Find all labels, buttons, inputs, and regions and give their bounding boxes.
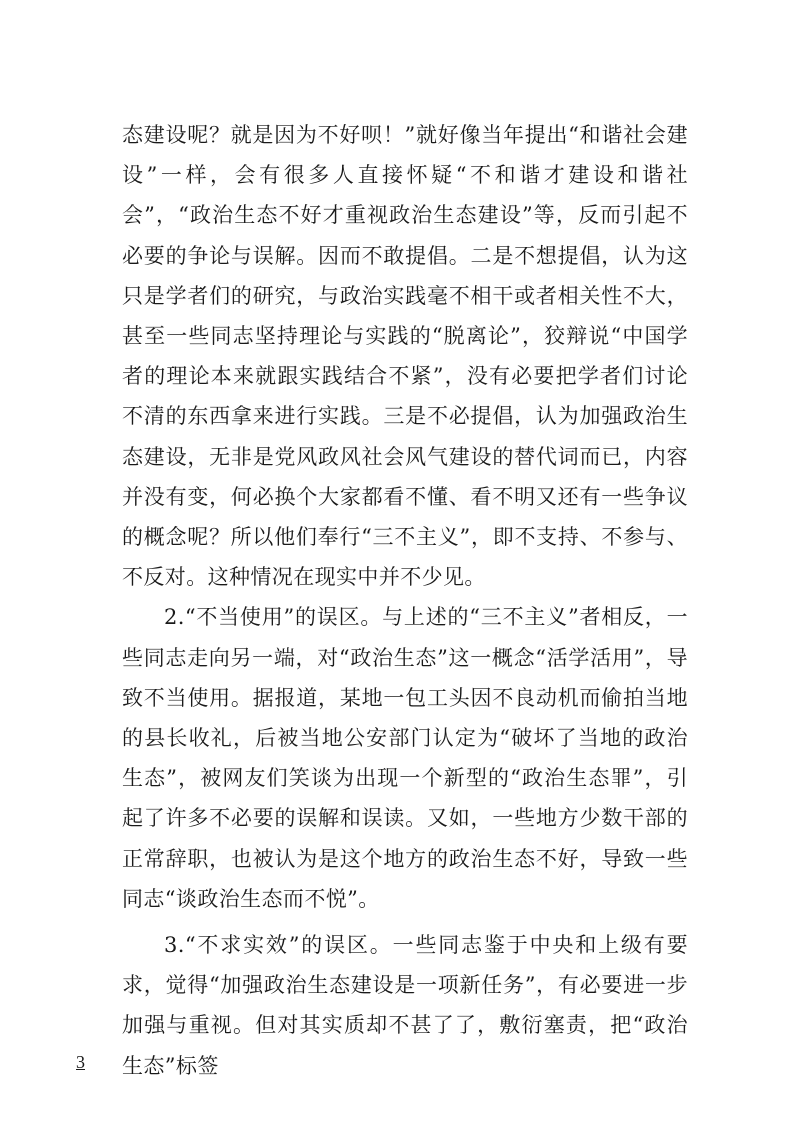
paragraph-continuation: 态建设呢？就是因为不好呗！”就好像当年提出“和谐社会建设”一样，会有很多人直接怀疑“不和谐才建设和谐社会”，“政治生态不好才重视政治生态建设”等，反而引起不必要的争论与误解。因而不敢提倡。二是不想提倡，认为这只是学者们的研究，与政治实践毫不相干或者相关性不大，甚至一些同志坚持理论与实践的“脱离论”，狡辩说“中国学者的理论本来就跟实践结合不紧”，没有必要把学者们讨论不清的东西拿来进行实践。三是不必提倡，认为加强政治生态建设，无非是党风政风社会风气建设的替代词而已，内容并没有变，何必换个大家都看不懂、看不明又还有一些争议的概念呢？所以他们奉行“三不主义”，即不支持、不参与、不反对。这种情况在现实中并不少见。 xyxy=(122,123,688,590)
page-number: 3 xyxy=(76,1052,85,1072)
paragraph-misuse-section: 2.“不当使用”的误区。与上述的“三不主义”者相反，一些同志走向另一端，对“政治生态”这一概念“活学活用”，导致不当使用。据报道，某地一包工头因不良动机而偷拍当地的县长收礼，后被当地公安部门认定为“破坏了当地的政治生态”，被网友们笑谈为出现一个新型的“政治生态罪”，引起了许多不必要的误解和误读。又如，一些地方少数干部的正常辞职，也被认为是这个地方的政治生态不好，导致一些同志“谈政治生态而不悦”。 xyxy=(122,605,688,911)
paragraph-no-results-section: 3.“不求实效”的误区。一些同志鉴于中央和上级有要求，觉得“加强政治生态建设是一项新任务”，有必要进一步加强与重视。但对其实质却不甚了了，敷衍塞责，把“政治生态”标签 xyxy=(122,933,688,1078)
body-text xyxy=(122,115,688,1086)
